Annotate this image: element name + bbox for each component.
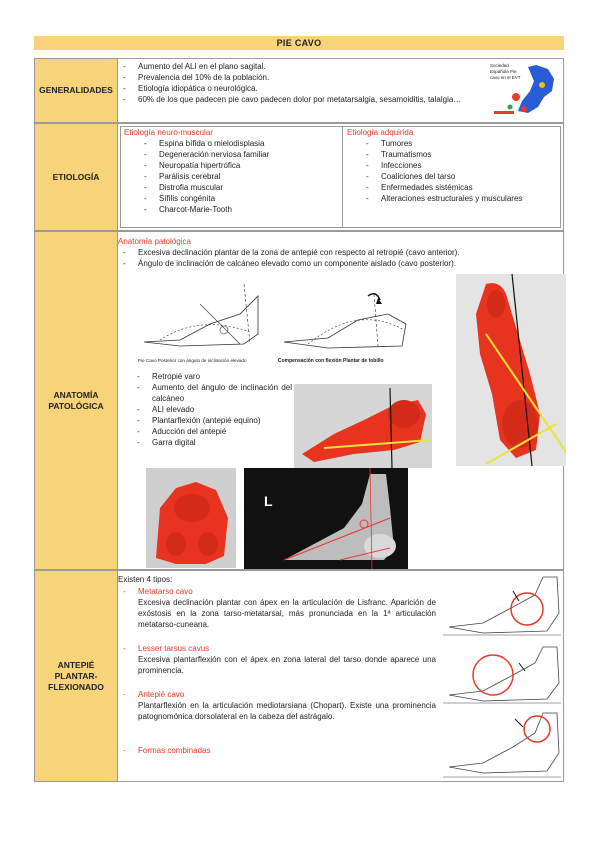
list-item: - ALI elevado: [132, 404, 292, 415]
list-item: - Ángulo de inclinación de calcáneo elevado como un componente aislado (cavo posterior).: [118, 258, 558, 269]
list-item: - Etiología idiopática o neurológica.: [118, 83, 468, 94]
anatomia-intro-list: [118, 247, 558, 269]
list-item: - Charcot-Marie-Tooth: [139, 204, 342, 215]
list-item: - Parálisis cerebral: [139, 171, 342, 182]
etiologia-adquirida-box: [343, 126, 561, 228]
type-metatarso-cavo: [118, 586, 436, 643]
list-item: - Distrofia muscular: [139, 182, 342, 193]
foot-sketch-compensation: [278, 284, 418, 354]
adquirida-list: [343, 138, 560, 204]
foot-outline-lesser-tarsus: [443, 643, 561, 705]
list-item: - Traumatismos: [361, 149, 560, 160]
list-item: - Aducción del antepié: [132, 426, 292, 437]
section-label: ANATOMÍA PATOLÓGICA: [35, 232, 118, 569]
section-antepie: [34, 570, 564, 782]
section-etiologia: [34, 123, 564, 231]
type-name: - Formas combinadas: [118, 745, 436, 756]
list-item: - Excesiva declinación plantar de la zona de antepié con respecto al retropié (cavo anterior).: [118, 247, 558, 258]
type-name: - Antepié cavo: [118, 689, 436, 700]
neuro-title: Etiología neuro-muscular: [124, 128, 213, 137]
type-description: Excesiva declinación plantar con ápex en la articulación de Lisfranc. Aparición de exóstosis en la zona tarso-metatarsal, más pronunciada en la 1ª articulación metatarso-cuneana.: [138, 598, 436, 629]
type-name: - Lesser tarsus cavus: [118, 643, 436, 654]
foot-diagram-thumbnail: [488, 61, 560, 119]
section-anatomia: [34, 231, 564, 570]
list-item: - Infecciones: [361, 160, 560, 171]
adquirida-title: Etiología adquirida: [347, 128, 414, 137]
foot-sketch-posterior: [140, 284, 270, 354]
caption-compensation: Compensación con flexión Plantar de tobillo: [278, 358, 384, 364]
foot-skeleton-photo-vertical: [456, 274, 566, 466]
section-label: ANTEPIÉ PLANTAR-FLEXIONADO: [35, 571, 118, 781]
list-item: - Prevalencia del 10% de la población.: [118, 72, 468, 83]
section-label: GENERALIDADES: [35, 59, 118, 122]
antepie-intro: Existen 4 tipos:: [118, 575, 173, 584]
thumbnail-caption: Sociedad Española Pie cavo en el EVT: [490, 63, 521, 80]
xray-side-marker: L: [264, 493, 273, 509]
section-generalidades: [34, 58, 564, 123]
foot-outline-metatarso-cavo: [443, 573, 561, 637]
section-label: ETIOLOGÍA: [35, 124, 118, 230]
antepie-types: [118, 586, 436, 756]
type-antepie-cavo: [118, 689, 436, 745]
caption-posterior: Pie Cavo Posterior con ángulo de inclinación elevado: [138, 358, 247, 363]
list-item: - Sífilis congénita: [139, 193, 342, 204]
type-combinadas: [118, 745, 436, 756]
list-item: - Alteraciones estructurales y musculares: [361, 193, 560, 204]
type-description: Plantarflexión en la articulación mediotarsiana (Chopart). Existe una prominencia patognomónica dorsolateral en la cabeza del astrágalo.: [138, 701, 436, 721]
foot-outline-antepie-cavo: [443, 709, 561, 779]
list-item: - Neuropatía hipertrófica: [139, 160, 342, 171]
anatomia-features-list: [132, 371, 292, 448]
list-item: - Enfermedades sistémicas: [361, 182, 560, 193]
list-item: - Aumento del ALI en el plano sagital.: [118, 61, 468, 72]
page-title: PIE CAVO: [34, 36, 564, 50]
type-lesser-tarsus: [118, 643, 436, 689]
foot-xray: [244, 468, 408, 569]
list-item: - Tumores: [361, 138, 560, 149]
type-name: - Metatarso cavo: [118, 586, 436, 597]
list-item: - 60% de los que padecen pie cavo padecen dolor por metatarsalgia, sesamoiditis, talalgia…: [118, 94, 468, 105]
list-item: - Retropié varo: [132, 371, 292, 382]
type-description: Excesiva plantarflexión con el ápex en zona lateral del tarso donde aparece una prominencia.: [138, 655, 436, 675]
list-item: - Coaliciones del tarso: [361, 171, 560, 182]
anatomia-heading: Anatomía patológica: [118, 237, 191, 246]
neuro-list: [121, 138, 342, 215]
list-item: - Aumento del ángulo de inclinación del calcáneo: [132, 382, 292, 404]
list-item: - Plantarflexión (antepié equino): [132, 415, 292, 426]
list-item: - Degeneración nerviosa familiar: [139, 149, 342, 160]
generalidades-list: [118, 61, 468, 105]
etiologia-neuro-box: [120, 126, 343, 228]
foot-skeleton-photo-front: [146, 468, 236, 568]
list-item: - Espina bífida o mielodisplasia: [139, 138, 342, 149]
foot-skeleton-photo-lateral: [294, 384, 432, 468]
list-item: - Garra digital: [132, 437, 292, 448]
